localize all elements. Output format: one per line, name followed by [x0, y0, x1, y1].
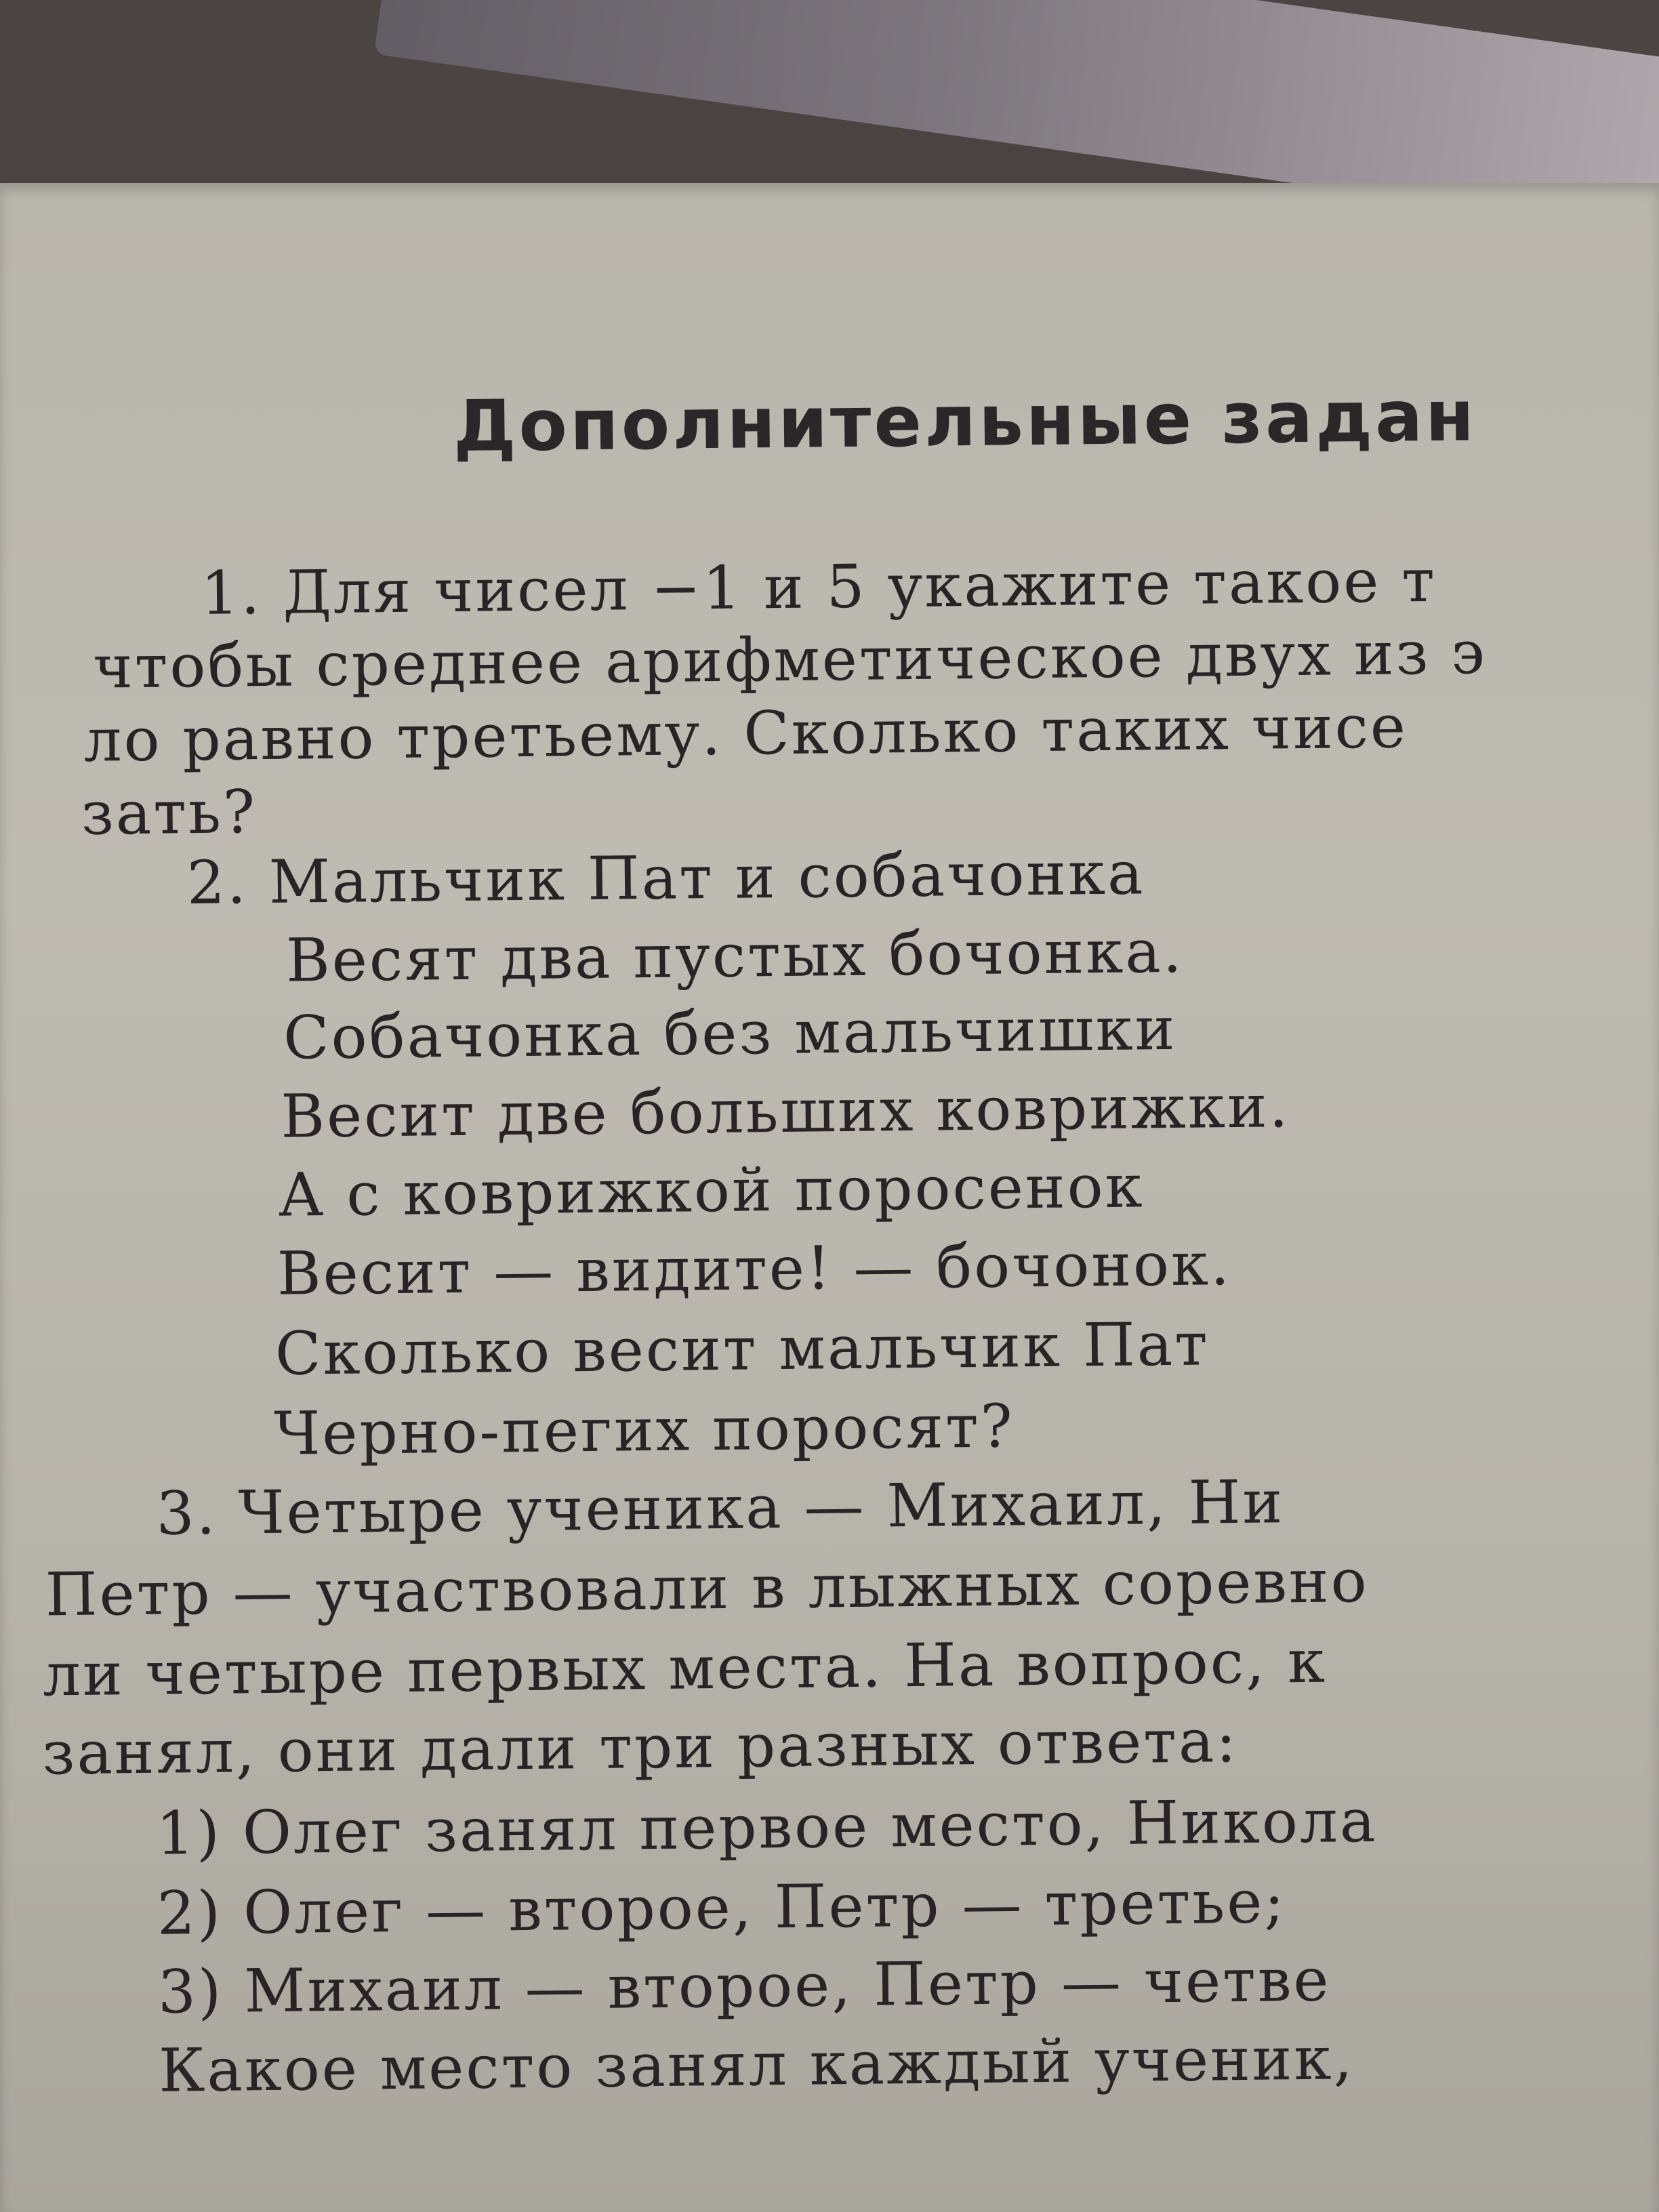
task3-answer3: 3) Михаил — второе, Петр — четве: [157, 1944, 1331, 2027]
task2-line7: Сколько весит мальчик Пат: [274, 1309, 1210, 1389]
task3-answer2: 2) Олег — второе, Петр — третье;: [157, 1866, 1287, 1948]
task1-line1: 1. Для чисел −1 и 5 укажите такое т: [200, 545, 1437, 628]
task1-line3: ло равно третьему. Сколько таких чисе: [83, 691, 1408, 775]
task1-line4: зать?: [81, 777, 258, 848]
task2-line4: Весит две больших коврижки.: [280, 1071, 1290, 1151]
task3-line3: ли четыре первых места. На вопрос, к: [42, 1626, 1328, 1710]
task3-question: Какое место занял каждый ученик,: [158, 2023, 1355, 2106]
task2-line3: Собачонка без мальчишки: [283, 993, 1177, 1073]
task2-line1: 2. Мальчик Пат и собачонка: [186, 838, 1145, 918]
task3-answer1: 1) Олег занял первое место, Никола: [155, 1785, 1378, 1868]
task3-line4: занял, они дали три разных ответа:: [41, 1705, 1239, 1788]
task2-line6: Весит — видите! — бочонок.: [276, 1229, 1232, 1309]
task3-line2: Петр — участвовали в лыжных соревно: [45, 1545, 1370, 1630]
section-heading: Дополнительные задан: [453, 374, 1477, 468]
task2-line8: Черно-пегих поросят?: [273, 1391, 1015, 1469]
task2-line5: А с коврижкой поросенок: [278, 1151, 1145, 1230]
page-text: [0, 165, 1659, 2211]
task3-line1: 3. Четыре ученика — Михаил, Ни: [156, 1467, 1285, 1549]
task1-line2: чтобы среднее арифметическое двух из э: [92, 617, 1488, 702]
task2-line2: Весят два пустых бочонка.: [285, 916, 1185, 996]
book-page: [0, 183, 1659, 2212]
